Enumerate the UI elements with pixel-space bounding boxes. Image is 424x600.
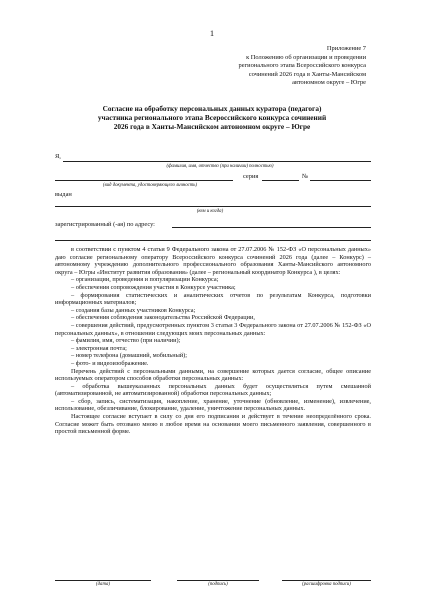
issued-label: выдан — [55, 191, 72, 198]
appendix-line: автономном округе – Югре — [292, 79, 366, 87]
number-label: № — [302, 173, 309, 180]
data-item: – номер телефона (домашний, мобильный); — [71, 352, 187, 360]
body-paragraph: в соответствии с пунктом 4 статьи 9 Федерального закона от 27.07.2006 № 152-ФЗ «О персональных данных» даю согласие региональному оператору Всероссийского конкурса сочинений 2026 года (далее – Конкурс) – автономному учреждению дополнительного профессионального образования Ханты-Мансийского автономного округа – Югры «Институт развития образования» (далее – региональный координатор Конкурса ), в целях: — [55, 246, 371, 276]
i-prefix: Я, — [55, 153, 61, 160]
data-item: – фото- и видеоизображение. — [71, 359, 149, 367]
date-caption: (дата) — [96, 582, 110, 587]
title-line: Согласие на обработку персональных данных куратора (педагога) — [102, 104, 322, 113]
fio-field[interactable] — [63, 161, 371, 162]
title-line: участника регионального этапа Всероссийского конкурса сочинений — [97, 112, 327, 122]
address-field-line-2[interactable] — [55, 240, 371, 241]
signature-decode-field[interactable] — [282, 580, 371, 581]
purpose-item: – создания базы данных участников Конкурса; — [71, 306, 196, 314]
document-caption: (вид документа, удостоверяющего личность) — [102, 183, 198, 188]
appendix-header — [166, 45, 366, 88]
purpose-item: – совершения действий, предусмотренных пунктом 3 статьи 3 Федерального закона от 27.07.2006 № 152-ФЗ «О персональных данных», в отношении следующих моих персональных данных: — [55, 321, 371, 337]
number-field[interactable] — [310, 180, 371, 181]
purpose-item: – организации, проведения и популяризации Конкурса; — [71, 276, 219, 284]
purpose-item: – формирования статистических и аналитических отчетов по результатам Конкурса, подготовки информационных материалов; — [55, 291, 371, 307]
consent-body — [55, 246, 371, 436]
date-field[interactable] — [55, 580, 151, 581]
address-field[interactable] — [172, 227, 371, 228]
decode-caption: (расшифровка подписи) — [302, 582, 351, 587]
document-title — [55, 105, 369, 132]
purpose-item: – обеспечения сопровождения участия в Конкурсе участника; — [71, 283, 236, 291]
page-number: 1 — [209, 28, 215, 38]
fio-caption: (фамилия, имя, отчество (при наличии) полностью) — [166, 164, 274, 169]
action-item: – обработка вышеуказанных персональных данных будет осуществляться путем смешанной (автоматизированной, не автоматизированной) обработки персональных данных; — [55, 382, 371, 398]
issued-field[interactable] — [55, 206, 371, 207]
data-item: – фамилия, имя, отчество (при наличии); — [71, 337, 181, 345]
appendix-line: регионального этапа Всероссийского конкурса — [238, 62, 366, 70]
title-line: 2026 года в Ханты-Мансийском автономном округе – Югре — [113, 121, 311, 131]
series-field[interactable] — [262, 180, 299, 181]
registered-label: зарегистрированный (-ая) по адресу: — [55, 221, 155, 228]
document-type-field[interactable] — [55, 180, 233, 181]
series-label: серия — [243, 173, 259, 180]
body-paragraph: Настоящее согласие вступает в силу со дня его подписания и действует в течение неопределённого срока. Согласие может быть отозвано мною в любое время на основании моего письменного заявления, совершенного в простой письменной форме. — [55, 413, 371, 436]
action-item: – сбор, запись, систематизация, накопление, хранение, уточнение (обновление, изменение), извлечение, использование, обезличивание, блокирование, удаление, уничтожение персональных данных. — [55, 397, 371, 413]
data-item: – электронная почта; — [71, 344, 127, 352]
purpose-item: – обеспечения соблюдения законодательства Российской Федерации, — [71, 314, 255, 322]
signature-field[interactable] — [177, 580, 259, 581]
appendix-line: к Положению об организации и проведении — [246, 53, 366, 61]
signature-caption: (подпись) — [208, 582, 228, 587]
appendix-line: Приложение 7 — [326, 45, 366, 52]
issued-caption: (кем и когда) — [196, 209, 224, 214]
appendix-line: сочинений 2026 года в Ханты-Мансийском — [248, 70, 366, 78]
body-paragraph: Перечень действий с персональными данными, на совершение которых дается согласие, общее описание используемых оператором способов обработки персональных данных: — [55, 367, 371, 383]
